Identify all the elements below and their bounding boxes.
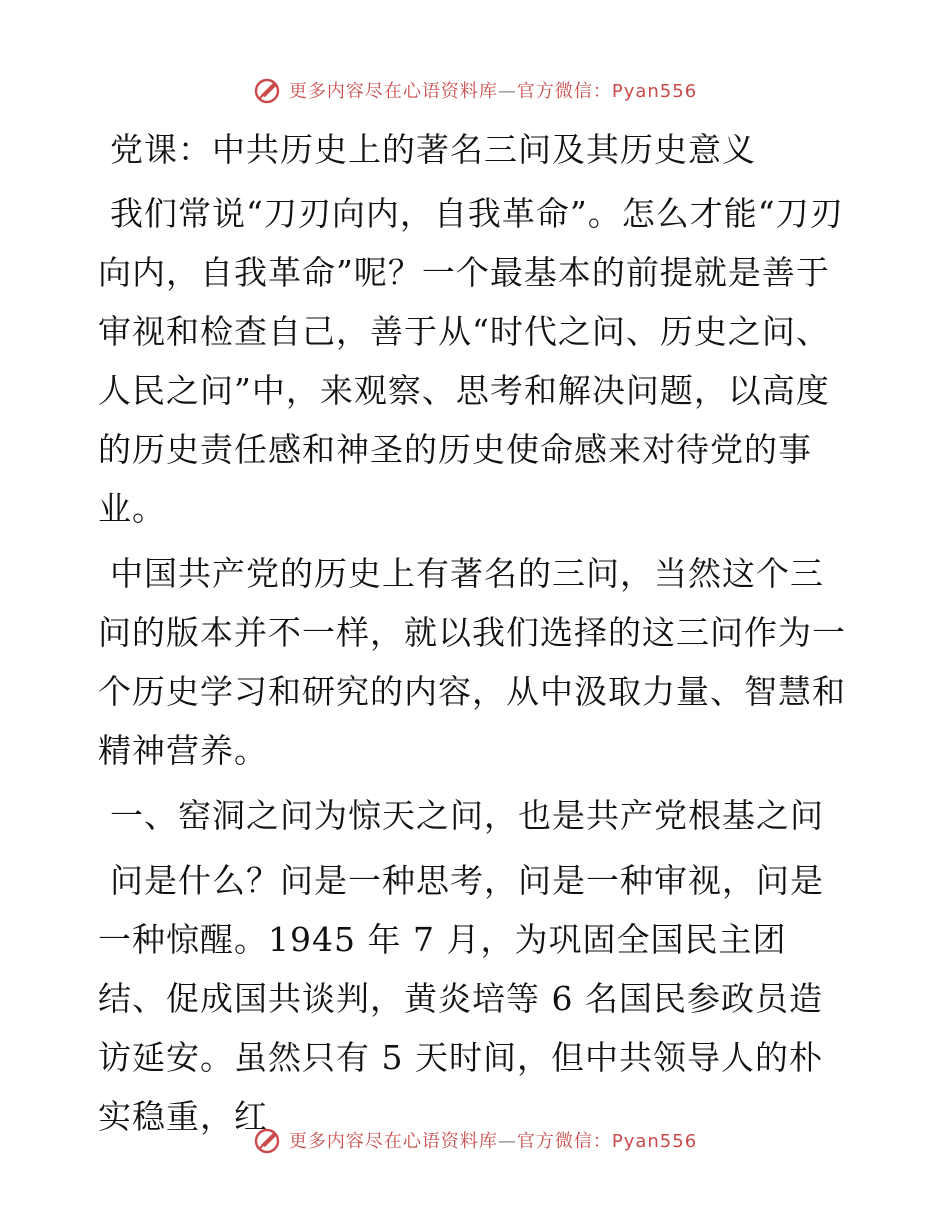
watermark-text: 更多内容尽在心语资料库—官方微信：Pyan556 <box>288 1131 698 1152</box>
watermark-banner-top <box>0 70 950 110</box>
book-pen-logo-icon <box>253 75 283 105</box>
document-title: 党课：中共历史上的著名三问及其历史意义 <box>110 130 756 169</box>
document-body <box>98 122 850 1152</box>
watermark-banner-bottom <box>0 1120 950 1160</box>
book-pen-logo-icon <box>253 1125 283 1155</box>
section-heading-1: 一、窑洞之问为惊天之问，也是共产党根基之问 <box>110 796 824 835</box>
watermark-text: 更多内容尽在心语资料库—官方微信：Pyan556 <box>288 81 698 102</box>
paragraph-1: 我们常说“刀刃向内，自我革命”。怎么才能“刀刃向内，自我革命”呢？一个最基本的前提就是善于审视和检查自己，善于从“时代之问、历史之问、人民之问”中，来观察、思考和解决问题，以高度的历史责任感和神圣的历史使命感来对待党的事业。 <box>98 194 844 528</box>
paragraph-2: 中国共产党的历史上有著名的三问，当然这个三问的版本并不一样，就以我们选择的这三问作为一个历史学习和研究的内容，从中汲取力量、智慧和精神营养。 <box>98 554 846 770</box>
paragraph-3: 问是什么？问是一种思考，问是一种审视，问是一种惊醒。1945 年 7 月，为巩固全国民主团结、促成国共谈判，黄炎培等 6 名国民参政员造访延安。虽然只有 5 天时间，但中共领导人的朴实稳重，红 <box>98 861 824 1136</box>
